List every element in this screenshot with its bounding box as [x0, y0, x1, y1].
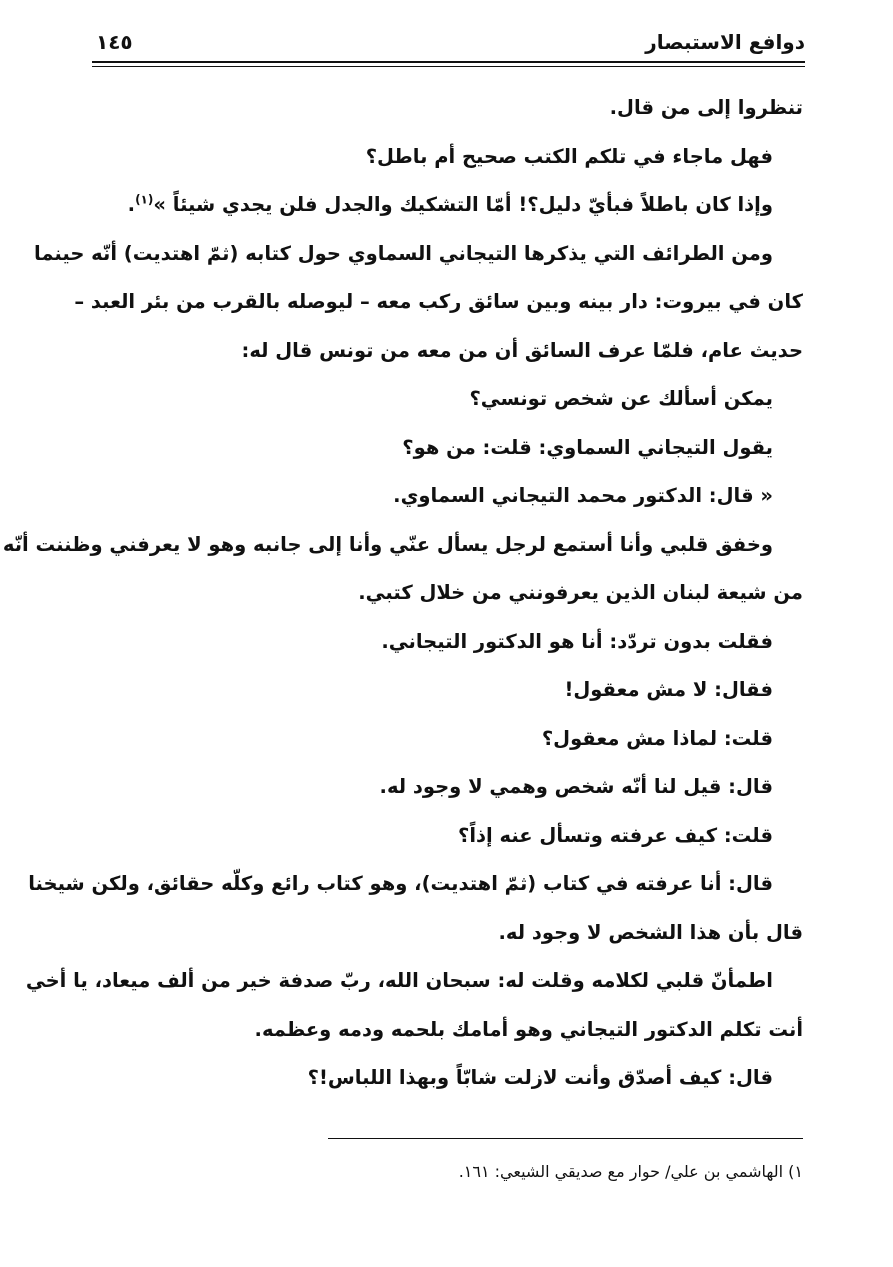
text-line: « قال: الدكتور محمد التيجاني السماوي. [393, 484, 773, 507]
text-line: وإذا كان باطلاً فبأيّ دليل؟! أمّا التشكيك والجدل فلن يجدي شيئاً »$^{(١)}$. [127, 192, 773, 216]
body-text [2, 84, 803, 1103]
running-title: دوافع الاستبصار [645, 30, 805, 54]
text-line: يمكن أسألك عن شخص تونسي؟ [469, 387, 773, 410]
text-line: وخفق قلبي وأنا أستمع لرجل يسأل عنّي وأنا إلى جانبه وهو لا يعرفني وظننت أنّه [2, 532, 773, 556]
text-line: فقال: لا مش معقول! [564, 678, 773, 701]
text-line: من شيعة لبنان الذين يعرفونني من خلال كتبي. [358, 581, 803, 604]
text-line: كان في بيروت: دار بينه وبين سائق ركب معه – ليوصله بالقرب من بئر العبد – [74, 290, 803, 313]
footnote: ١) الهاشمي بن علي/ حوار مع صديقي الشيعي: ١٦١. [458, 1162, 803, 1181]
text-line: قال بأن هذا الشخص لا وجود له. [498, 920, 803, 944]
text-line: قال: قيل لنا أنّه شخص وهمي لا وجود له. [379, 775, 773, 798]
header-rule-thin [92, 66, 805, 67]
text-line: قال: أنا عرفته في كتاب (ثمّ اهتديت)، وهو كتاب رائع وكلّه حقائق، ولكن شيخنا [28, 872, 773, 895]
footnote-rule [328, 1138, 803, 1139]
header-rule [92, 61, 805, 63]
bold-name: التيجاني [388, 629, 468, 653]
bold-name: محمد التيجاني السماوي [400, 484, 628, 507]
text-line: يقول التيجاني السماوي: قلت: من هو؟ [402, 435, 773, 459]
text-line: قلت: لماذا مش معقول؟ [541, 726, 773, 750]
text-line: فقلت بدون تردّد: أنا هو الدكتور التيجاني. [381, 629, 773, 653]
text-line: أنت تكلم الدكتور التيجاني وهو أمامك بلحمه ودمه وعظمه. [254, 1017, 803, 1041]
text-line: فهل ماجاء في تلكم الكتب صحيح أم باطل؟ [365, 144, 773, 168]
text-line: قال: كيف أصدّق وأنت لازلت شابّاً وبهذا اللباس!؟ [307, 1066, 773, 1089]
page-number: ١٤٥ [96, 30, 133, 54]
text-line: حديث عام، فلمّا عرف السائق أن من معه من تونس قال له: [241, 338, 803, 362]
text-line: قلت: كيف عرفته وتسأل عنه إذاً؟ [458, 823, 773, 847]
bold-name: التيجاني السماوي [347, 241, 518, 265]
footnote-marker: (١) [135, 192, 154, 207]
text-line: ومن الطرائف التي يذكرها التيجاني السماوي حول كتابه (ثمّ اهتديت) أنّه حينما [34, 241, 773, 265]
text-line: اطمأنّ قلبي لكلامه وقلت له: سبحان الله، ربّ صدفة خير من ألف ميعاد، يا أخي [25, 969, 773, 992]
bold-name: التيجاني [559, 1017, 639, 1041]
text-line: تنظروا إلى من قال. [609, 96, 803, 119]
bold-name: التيجاني السماوي [546, 435, 716, 459]
